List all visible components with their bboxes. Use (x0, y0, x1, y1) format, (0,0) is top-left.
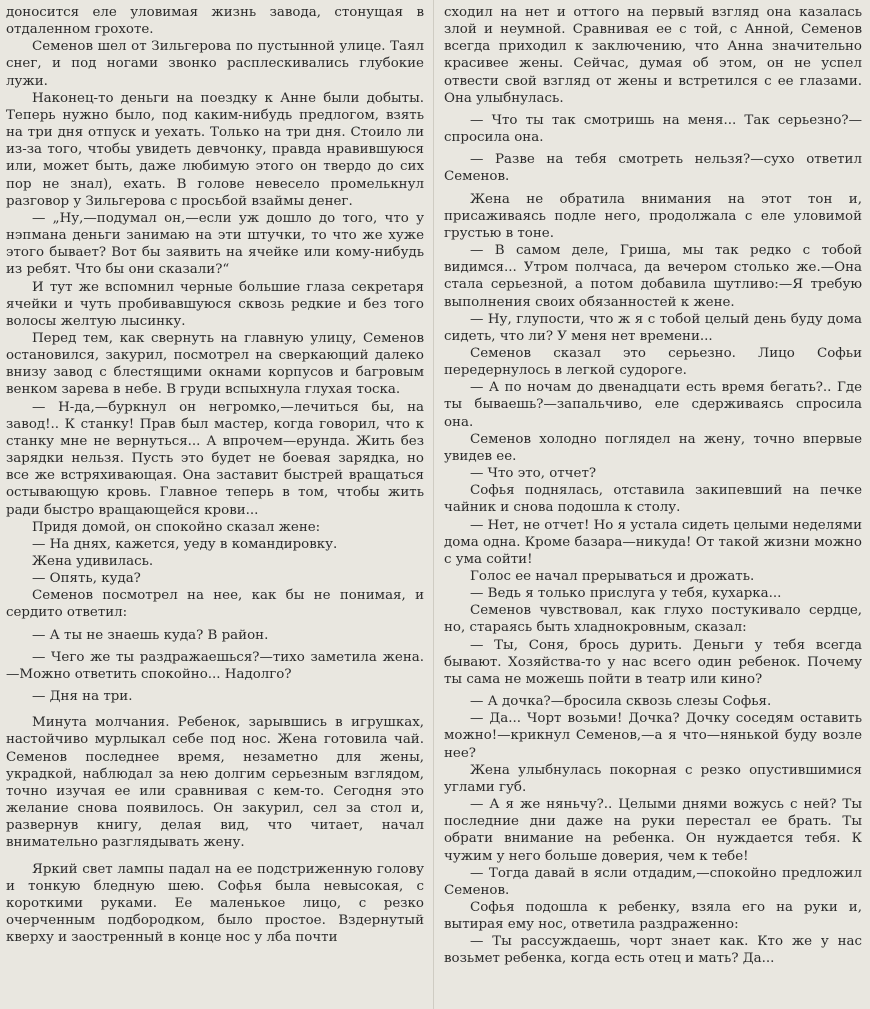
paragraph: Минута молчания. Ребенок, зарывшись в игрушках, настойчиво мурлыкал себе под нос. Жена готовила чай. Семенов последнее время, незаметно для жены, украдкой, наблюдал за нею долгим серьезным взглядом, точно изучая ее или сравнивая с кем-то. Сегодня это желание снова появилось. Он закурил, сел за стол и, развернув книгу, делая вид, что читает, начал внимательно разглядывать жену. (6, 715, 424, 851)
paragraph: — Ты рассуждаешь, чорт знает как. Кто же у нас возьмет ребенка, когда есть отец и мать? Да... (444, 934, 862, 967)
paragraph: — Что ты так смотришь на меня... Так серьезно?—спросила она. (444, 112, 862, 146)
paragraph: — Дня на три. (32, 689, 133, 705)
paragraph: — „Ну,—подумал он,—если уж дошло до того, что у нэпмана деньги занимаю на эти штучки, то что же хуже этого бывает? Вот бы заявить на ячейке или кому-нибудь из ребят. Что бы они сказали?“ (6, 210, 424, 278)
paragraph: — Чего же ты раздражаешься?—тихо заметила жена.—Можно ответить спокойно... Надолго? (6, 649, 424, 682)
paragraph: — Ты, Соня, брось дурить. Деньги у тебя всегда бывают. Хозяйства-то у нас всего один ребенок. Почему ты сама не можешь пойти в театр или кино? (444, 637, 862, 687)
paragraph: — Что это, отчет? (470, 466, 597, 482)
paragraph: Жена удивилась. (32, 554, 154, 569)
paragraph: — На днях, кажется, уеду в командировку. (32, 536, 338, 552)
paragraph: Жена не обратила внимания на этот тон и, присаживаясь подле него, продолжала с еле уловимой грустью в тоне. (444, 191, 862, 241)
paragraph: — Да... Чорт возьми! Дочка? Дочку соседям оставить можно!—крикнул Семенов,—а я что—нянькой буду возле нее? (444, 711, 862, 761)
text-column-left (6, 4, 424, 1009)
paragraph: Перед тем, как свернуть на главную улицу, Семенов остановился, закурил, посмотрел на сверкающий далеко внизу завод с блестящими окнами корпусов и багровым венком зарева в небе. В груди вспыхнула глухая тоска. (6, 330, 424, 398)
paragraph: Голос ее начал прерываться и дрожать. (470, 569, 755, 584)
paragraph: Семенов холодно поглядел на жену, точно впервые увидев ее. (444, 431, 862, 464)
paragraph: — Разве на тебя смотреть нельзя?—сухо ответил Семенов. (444, 152, 862, 185)
paragraph: — Ну, глупости, что ж я с тобой целый день буду дома сидеть, что ли? У меня нет времени... (444, 311, 862, 344)
paragraph: — Опять, куда? (32, 571, 141, 587)
paragraph: — Ведь я только прислуга у тебя, кухарка... (470, 586, 782, 602)
paragraph: — Нет, не отчет! Но я устала сидеть целыми неделями дома одна. Кроме базара—никуда! От такой жизни можно с ума сойти! (444, 517, 862, 567)
paragraph: Софья поднялась, отставила закипевший на печке чайник и снова подошла к столу. (444, 483, 862, 516)
paragraph: — В самом деле, Гриша, мы так редко с тобой видимся... Утром полчаса, да вечером столько же.—Она стала серьезной, а потом добавила шутливо:—Я требую выполнения своих обязанностей к жене. (444, 243, 862, 310)
paragraph: Жена улыбнулась покорная с резко опустившимися углами губ. (444, 762, 862, 795)
paragraph: Семенов сказал это серьезно. Лицо Софьи передернулось в легкой судороге. (444, 345, 862, 379)
paragraph: Семенов чувствовал, как глухо постукивало сердце, но, стараясь быть хладнокровным, сказал: (444, 603, 862, 636)
paragraph: Софья подошла к ребенку, взяла его на руки и, вытирая ему нос, ответила раздраженно: (444, 899, 862, 933)
paragraph: Наконец-то деньги на поездку к Анне были добыты. Теперь нужно было, под каким-нибудь предлогом, взять на три дня отпуск и уехать. Только на три дня. Стоило ли из-за того, чтобы увидеть девчонку, правда нравившуюся или, может быть, даже любимую этого он твердо до сих пор не знал), ехать. В голове невесело промелькнул разговор у Зильгерова с просьбой взаймы денег. (6, 90, 424, 209)
paragraph: Семенов посмотрел на нее, как бы не понимая, и сердито ответил: (6, 588, 424, 621)
paragraph: — А по ночам до двенадцати есть время бегать?.. Где ты бываешь?—запальчиво, еле сдерживаясь спросила она. (444, 380, 862, 430)
paragraph: Семенов шел от Зильгерова по пустынной улице. Таял снег, и под ногами звонко расплескивались глубокие лужи. (6, 39, 424, 89)
text-column-right (444, 4, 862, 1009)
paragraph: Придя домой, он спокойно сказал жене: (32, 519, 321, 535)
paragraph: — А ты не знаешь куда? В район. (32, 627, 269, 643)
paragraph: — Тогда давай в ясли отдадим,—спокойно предложил Семенов. (444, 865, 862, 898)
paragraph: И тут же вспомнил черные большие глаза секретаря ячейки и чуть пробивавшуюся сквозь редкие и без того волосы желтую лысинку. (6, 279, 424, 329)
paragraph: — Н-да,—буркнул он негромко,—лечиться бы, на завод!.. К станку! Прав был мастер, когда говорил, что к станку мне не вернуться... А впрочем—ерунда. Жить без зарядки нельзя. Пусть это будет не боевая зарядка, но все же встряхивающая. Она заставит быстрей вращаться остывающую кровь. Главное теперь в том, чтобы жить ради быстро вращающейся крови... (6, 399, 424, 518)
paragraph: сходил на нет и оттого на первый взгляд она казалась злой и неумной. Сравнивая ее с той, с Анной, Семенов всегда приходил к заключению, что Анна значительно красивее жены. Сейчас, думая об этом, он не успел отвести свой взгляд от жены и встретился с ее глазами. Она улыбнулась. (444, 5, 862, 106)
paragraph: — А дочка?—бросила сквозь слезы Софья. (470, 694, 772, 710)
column-divider (433, 0, 434, 1009)
paragraph: — А я же няньчу?.. Целыми днями вожусь с ней? Ты последние дни даже на руки перестал ее брать. Ты обрати внимание на ребенка. Он нуждается тебя. К чужим у него больше доверия, чем к тебе! (444, 797, 862, 864)
paragraph: доносится еле уловимая жизнь завода, стонущая в отдаленном грохоте. (6, 5, 424, 38)
paragraph: Яркий свет лампы падал на ее подстриженную голову и тонкую бледную шею. Софья была невысокая, с короткими руками. Ее маленькое лицо, с резко очерченным подбородком, было простое. Вздернутый кверху и заостренный в конце нос у лба почти (6, 861, 424, 946)
